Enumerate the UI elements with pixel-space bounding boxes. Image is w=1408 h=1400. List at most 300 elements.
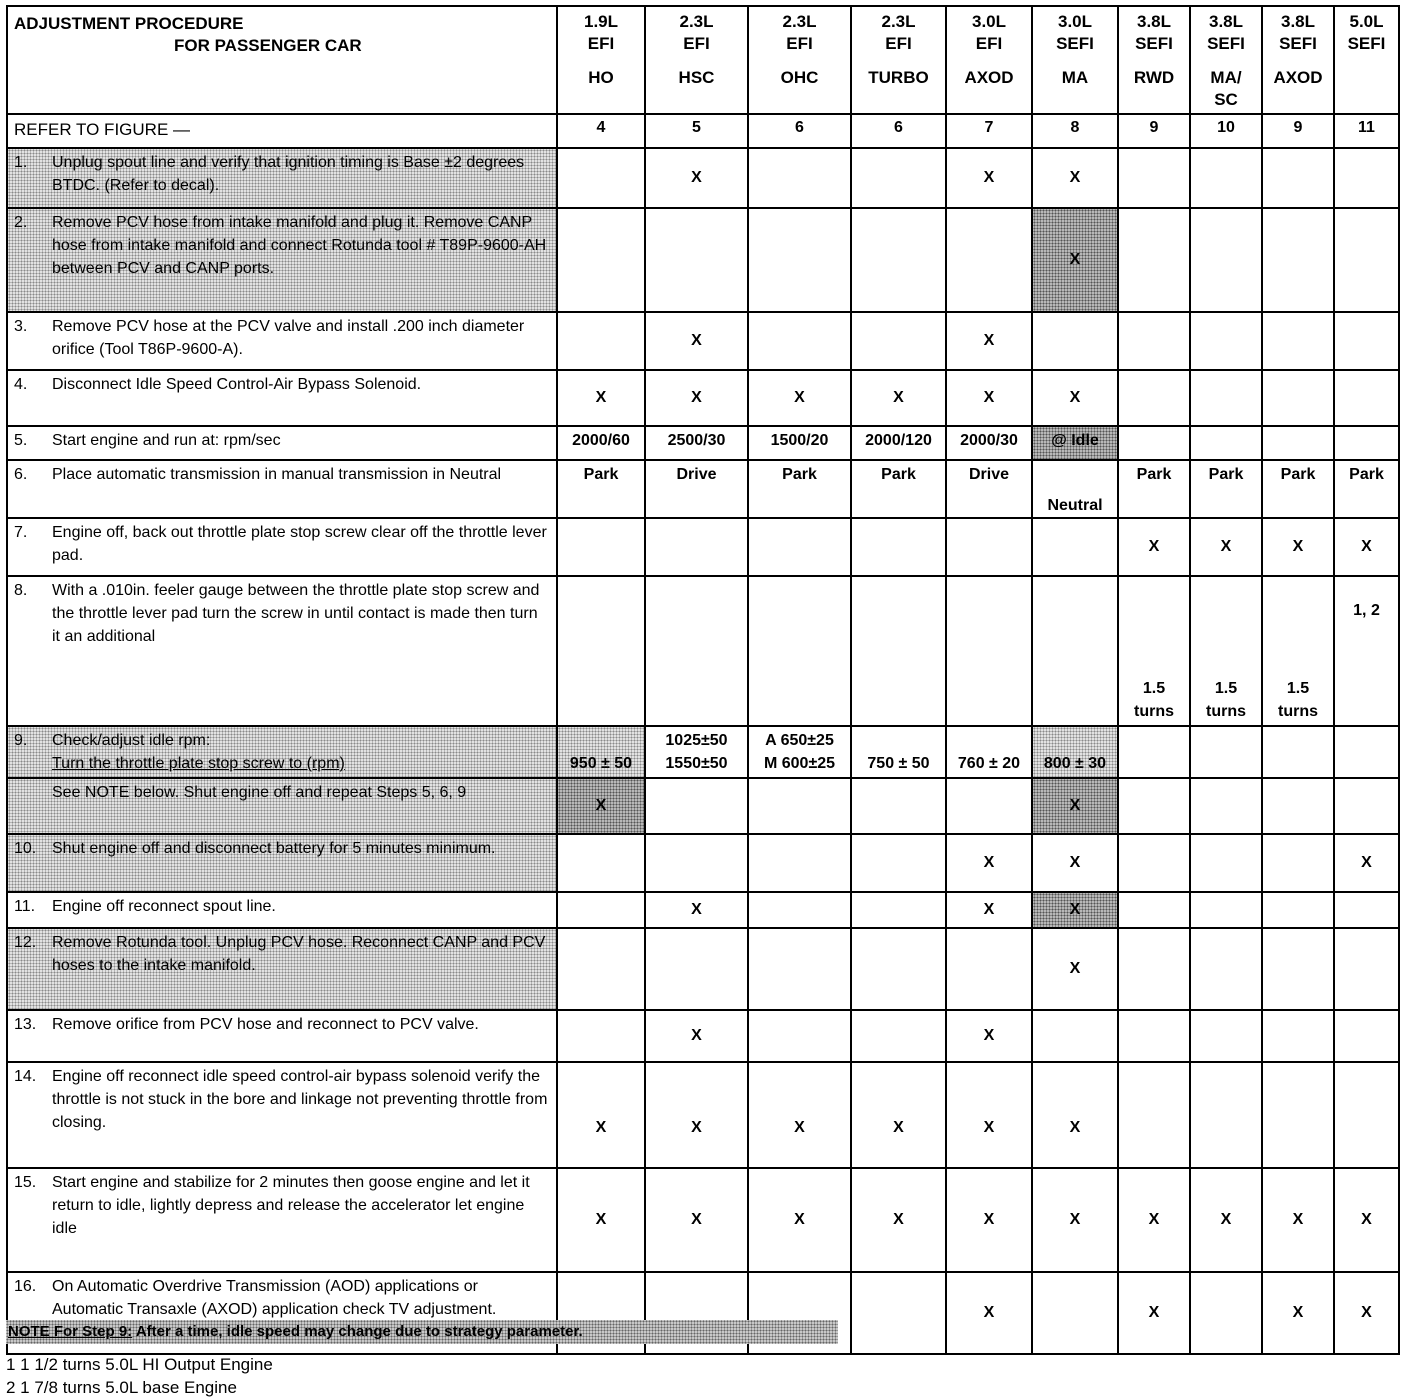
value-text: X bbox=[1220, 537, 1232, 555]
step-value bbox=[1118, 1010, 1190, 1062]
step-number: 2. bbox=[14, 214, 28, 231]
step-value bbox=[748, 928, 851, 1010]
step-value bbox=[1334, 928, 1399, 1010]
step-value bbox=[1190, 312, 1262, 370]
step-row bbox=[7, 1168, 1399, 1272]
step-value bbox=[1118, 834, 1190, 892]
step-row bbox=[7, 518, 1399, 576]
value-text: X bbox=[893, 388, 904, 406]
value-text: X bbox=[983, 388, 995, 406]
column-engine: 2.3L bbox=[679, 12, 714, 31]
step-value bbox=[1118, 576, 1190, 726]
step-value bbox=[1262, 576, 1334, 726]
step-value bbox=[1032, 1168, 1118, 1272]
step-description bbox=[7, 778, 557, 834]
column-injection: EFI bbox=[587, 34, 615, 53]
step-value bbox=[946, 460, 1032, 518]
step-value bbox=[1118, 1062, 1190, 1168]
step-value bbox=[1032, 148, 1118, 208]
step-value bbox=[557, 426, 645, 460]
column-header-6 bbox=[1032, 6, 1118, 114]
footnote-1: 1 1 1/2 turns 5.0L HI Output Engine bbox=[6, 1355, 273, 1374]
value-text: X bbox=[983, 1210, 995, 1228]
step-value bbox=[748, 426, 851, 460]
figure-number: 7 bbox=[946, 114, 1032, 148]
value-text: X bbox=[1292, 537, 1304, 555]
step-number: 1. bbox=[14, 154, 28, 171]
figure-number: 11 bbox=[1334, 114, 1399, 148]
value-text: X bbox=[983, 168, 995, 186]
step-value bbox=[946, 312, 1032, 370]
step-value bbox=[946, 778, 1032, 834]
value-text: X bbox=[983, 1026, 995, 1044]
step-value bbox=[851, 834, 946, 892]
figure-number: 4 bbox=[557, 114, 645, 148]
step-value bbox=[1032, 370, 1118, 426]
column-variant: HSC bbox=[678, 68, 715, 87]
column-injection: SEFI bbox=[1135, 34, 1173, 53]
step-value bbox=[1190, 1272, 1262, 1354]
column-variant: OHC bbox=[780, 68, 819, 87]
step-value bbox=[1032, 426, 1118, 460]
column-header-7 bbox=[1118, 6, 1190, 114]
value-text: 1025±50 bbox=[665, 732, 728, 749]
value-text: X bbox=[983, 331, 995, 349]
step-value bbox=[1190, 1168, 1262, 1272]
value-text: X bbox=[1069, 959, 1081, 977]
step-value bbox=[557, 1062, 645, 1168]
column-variant: RWD bbox=[1133, 68, 1175, 87]
step-value bbox=[1262, 426, 1334, 460]
step-value bbox=[748, 312, 851, 370]
step-value bbox=[557, 208, 645, 312]
step-value bbox=[851, 208, 946, 312]
value-text: X bbox=[893, 1210, 904, 1228]
step-value bbox=[1190, 928, 1262, 1010]
step-number: 15. bbox=[14, 1174, 37, 1191]
column-injection: EFI bbox=[786, 34, 813, 53]
value-text: X bbox=[1069, 388, 1081, 406]
figure-number: 10 bbox=[1190, 114, 1262, 148]
step-description bbox=[7, 426, 557, 460]
step-value bbox=[1262, 1010, 1334, 1062]
step-value bbox=[851, 1168, 946, 1272]
step-value bbox=[748, 1062, 851, 1168]
step-description bbox=[7, 370, 557, 426]
step-row bbox=[7, 312, 1399, 370]
step-value bbox=[1118, 208, 1190, 312]
step-description bbox=[7, 726, 557, 778]
step-description bbox=[7, 576, 557, 726]
value-text: X bbox=[983, 1119, 995, 1136]
title-cell bbox=[7, 6, 557, 114]
value-text: Drive bbox=[676, 466, 717, 483]
value-text: X bbox=[1069, 1119, 1081, 1136]
step-value bbox=[851, 892, 946, 928]
step-value bbox=[1190, 518, 1262, 576]
value-text: X bbox=[1361, 1210, 1372, 1228]
step-description bbox=[7, 1010, 557, 1062]
step-value bbox=[748, 370, 851, 426]
value-text: X bbox=[691, 1119, 702, 1136]
column-injection: SEFI bbox=[1347, 34, 1386, 53]
step-value bbox=[748, 726, 851, 778]
step-value bbox=[946, 1062, 1032, 1168]
step-value bbox=[851, 1062, 946, 1168]
step-text: Unplug spout line and verify that ignition timing is Base ±2 degrees BTDC. (Refer to decal). bbox=[52, 154, 525, 194]
value-text: Park bbox=[1349, 466, 1384, 483]
column-variant: HO bbox=[588, 68, 614, 87]
value-text: X bbox=[1069, 900, 1081, 918]
step-row bbox=[7, 208, 1399, 312]
step-value bbox=[645, 892, 748, 928]
value-text: X bbox=[1069, 1210, 1081, 1228]
step-description bbox=[7, 148, 557, 208]
column-injection: EFI bbox=[975, 34, 1003, 53]
step-value bbox=[1190, 370, 1262, 426]
value-text: Park bbox=[1136, 466, 1172, 483]
step-value bbox=[1262, 370, 1334, 426]
value-text: 1.5 turns bbox=[1206, 680, 1246, 720]
step-value bbox=[1262, 1272, 1334, 1354]
step-row bbox=[7, 778, 1399, 834]
value-text: X bbox=[691, 900, 702, 918]
step-text: See NOTE below. Shut engine off and repeat Steps 5, 6, 9 bbox=[52, 784, 467, 801]
value-text-2: M 600±25 bbox=[763, 755, 836, 772]
step-number: 6. bbox=[14, 466, 28, 483]
step-text: Engine off, back out throttle plate stop screw clear off the throttle lever pad. bbox=[52, 524, 547, 564]
step-value bbox=[645, 460, 748, 518]
step-row bbox=[7, 1010, 1399, 1062]
step-value bbox=[557, 576, 645, 726]
column-injection: SEFI bbox=[1056, 34, 1094, 53]
value-text: 1, 2 bbox=[1353, 602, 1380, 619]
value-text: X bbox=[1069, 853, 1081, 871]
step-value bbox=[748, 778, 851, 834]
step-value bbox=[1262, 518, 1334, 576]
figure-number: 6 bbox=[748, 114, 851, 148]
column-header-8 bbox=[1190, 6, 1262, 114]
step-text: Engine off reconnect spout line. bbox=[52, 898, 276, 915]
step-value bbox=[748, 892, 851, 928]
step-value bbox=[946, 1168, 1032, 1272]
step-value bbox=[946, 370, 1032, 426]
value-text: X bbox=[1361, 537, 1372, 555]
step-value bbox=[748, 518, 851, 576]
step-value bbox=[1190, 148, 1262, 208]
value-text: X bbox=[691, 168, 702, 186]
step-value bbox=[645, 778, 748, 834]
step-description bbox=[7, 1168, 557, 1272]
header-row bbox=[7, 6, 1399, 114]
value-text: X bbox=[691, 331, 702, 349]
step-value bbox=[1334, 1272, 1399, 1354]
step-text: With a .010in. feeler gauge between the throttle plate stop screw and the throttle lever pad turn the screw in until contact is made then turn it an additional bbox=[52, 582, 540, 645]
value-text: 1.5 turns bbox=[1278, 680, 1318, 720]
title-line-1: ADJUSTMENT PROCEDURE bbox=[14, 14, 244, 33]
value-text: X bbox=[595, 1210, 607, 1228]
step-value bbox=[1032, 1272, 1118, 1354]
value-text: X bbox=[1069, 250, 1081, 268]
step-value bbox=[557, 1010, 645, 1062]
adjustment-table-container bbox=[6, 5, 1400, 1355]
column-injection: SEFI bbox=[1279, 34, 1317, 53]
step-value bbox=[1190, 1062, 1262, 1168]
step-row bbox=[7, 892, 1399, 928]
step-value bbox=[1334, 1168, 1399, 1272]
step-value bbox=[1334, 834, 1399, 892]
value-text: Park bbox=[782, 466, 817, 483]
title-line-2: FOR PASSENGER CAR bbox=[174, 36, 362, 55]
column-injection: EFI bbox=[683, 34, 710, 53]
step-value bbox=[557, 460, 645, 518]
step-description bbox=[7, 518, 557, 576]
step-value bbox=[1190, 834, 1262, 892]
step-value bbox=[851, 576, 946, 726]
column-engine: 2.3L bbox=[881, 12, 916, 31]
step-value bbox=[946, 576, 1032, 726]
step-value bbox=[1118, 1272, 1190, 1354]
step-value bbox=[946, 892, 1032, 928]
value-text: 1.5 turns bbox=[1134, 680, 1174, 720]
step-number: 8. bbox=[14, 582, 28, 599]
step-value bbox=[1334, 460, 1399, 518]
step-value bbox=[1262, 148, 1334, 208]
step-value bbox=[1118, 778, 1190, 834]
step-value bbox=[557, 312, 645, 370]
step-value bbox=[1262, 1168, 1334, 1272]
step-row bbox=[7, 460, 1399, 518]
note-text: After a time, idle speed may change due to strategy parameter. bbox=[135, 1323, 583, 1340]
step-description bbox=[7, 1062, 557, 1168]
value-text: X bbox=[1148, 1303, 1160, 1321]
column-engine: 3.0L bbox=[971, 12, 1007, 31]
step-value bbox=[1118, 460, 1190, 518]
value-text: X bbox=[595, 388, 607, 406]
step-value bbox=[946, 1272, 1032, 1354]
step-value bbox=[557, 892, 645, 928]
value-text: X bbox=[983, 853, 995, 871]
column-header-3 bbox=[748, 6, 851, 114]
step-description bbox=[7, 892, 557, 928]
step-value bbox=[1118, 370, 1190, 426]
figure-number: 5 bbox=[645, 114, 748, 148]
step-value bbox=[851, 928, 946, 1010]
value-text: X bbox=[1361, 853, 1372, 871]
step-description bbox=[7, 834, 557, 892]
step-number: 12. bbox=[14, 934, 37, 951]
step-value bbox=[946, 208, 1032, 312]
value-text: @ Idle bbox=[1051, 432, 1099, 449]
column-header-5 bbox=[946, 6, 1032, 114]
step-value bbox=[557, 726, 645, 778]
step-row bbox=[7, 834, 1399, 892]
value-text: X bbox=[1069, 796, 1081, 814]
step-value bbox=[1190, 778, 1262, 834]
step-row bbox=[7, 1062, 1399, 1168]
footnote-2: 2 1 7/8 turns 5.0L base Engine bbox=[6, 1378, 237, 1397]
step-description bbox=[7, 208, 557, 312]
step-value bbox=[748, 576, 851, 726]
step-value bbox=[557, 928, 645, 1010]
step-value bbox=[645, 208, 748, 312]
step-value bbox=[645, 518, 748, 576]
step-value bbox=[1262, 460, 1334, 518]
step-text: Place automatic transmission in manual transmission in Neutral bbox=[52, 466, 502, 483]
step-text: Remove orifice from PCV hose and reconnect to PCV valve. bbox=[52, 1016, 479, 1033]
step-value bbox=[748, 834, 851, 892]
value-text: X bbox=[1292, 1210, 1304, 1228]
value-text: 2000/30 bbox=[960, 432, 1018, 449]
step-value bbox=[851, 370, 946, 426]
value-text: X bbox=[1069, 168, 1081, 186]
step-value bbox=[1118, 426, 1190, 460]
step-row bbox=[7, 370, 1399, 426]
step-value bbox=[645, 370, 748, 426]
column-variant: TURBO bbox=[868, 68, 929, 87]
step-value bbox=[645, 928, 748, 1010]
step-value bbox=[748, 1168, 851, 1272]
step-value bbox=[1190, 460, 1262, 518]
step-value bbox=[1032, 892, 1118, 928]
step-value bbox=[1262, 834, 1334, 892]
step-value bbox=[851, 426, 946, 460]
step-value bbox=[1334, 1062, 1399, 1168]
value-text: X bbox=[794, 1210, 805, 1228]
step-value bbox=[1334, 370, 1399, 426]
step-number: 9. bbox=[14, 732, 28, 749]
step-value bbox=[1032, 1010, 1118, 1062]
value-text: Neutral bbox=[1047, 497, 1103, 514]
step-value bbox=[1334, 148, 1399, 208]
step-value bbox=[1032, 834, 1118, 892]
step-value bbox=[946, 518, 1032, 576]
step-number: 7. bbox=[14, 524, 28, 541]
step-value bbox=[851, 460, 946, 518]
step-row bbox=[7, 426, 1399, 460]
step-text: Remove Rotunda tool. Unplug PCV hose. Reconnect CANP and PCV hoses to the intake manifold. bbox=[52, 934, 546, 974]
step-value bbox=[946, 834, 1032, 892]
step-value bbox=[1262, 778, 1334, 834]
step-value bbox=[1190, 1010, 1262, 1062]
step-value bbox=[557, 1168, 645, 1272]
step-value bbox=[557, 148, 645, 208]
step-value bbox=[1334, 518, 1399, 576]
step-value bbox=[851, 778, 946, 834]
value-text: X bbox=[983, 900, 995, 918]
step-value bbox=[1032, 1062, 1118, 1168]
value-text: X bbox=[1292, 1303, 1304, 1321]
step-value bbox=[1032, 778, 1118, 834]
column-variant: AXOD bbox=[964, 68, 1014, 87]
step-value bbox=[1334, 892, 1399, 928]
step-value bbox=[1190, 208, 1262, 312]
step-value bbox=[557, 518, 645, 576]
column-variant-2: SC bbox=[1214, 90, 1238, 109]
column-header-10 bbox=[1334, 6, 1399, 114]
column-engine: 5.0L bbox=[1349, 12, 1384, 31]
step-value bbox=[1334, 726, 1399, 778]
step-value bbox=[1190, 576, 1262, 726]
refer-row bbox=[7, 114, 1399, 148]
step-row bbox=[7, 726, 1399, 778]
step-value bbox=[1334, 208, 1399, 312]
column-header-4 bbox=[851, 6, 946, 114]
figure-number: 8 bbox=[1032, 114, 1118, 148]
value-text: X bbox=[893, 1119, 904, 1136]
step-value bbox=[1190, 426, 1262, 460]
step-description bbox=[7, 928, 557, 1010]
step-value bbox=[645, 834, 748, 892]
step-value bbox=[645, 1062, 748, 1168]
step-value bbox=[748, 148, 851, 208]
step-value bbox=[1262, 1062, 1334, 1168]
value-text: 800 ± 30 bbox=[1043, 755, 1107, 772]
step-text: Check/adjust idle rpm: bbox=[52, 732, 211, 749]
value-text: X bbox=[595, 796, 607, 814]
adjustment-procedure-table bbox=[6, 5, 1400, 1355]
value-text: Park bbox=[1280, 466, 1316, 483]
step-description bbox=[7, 460, 557, 518]
step-number: 13. bbox=[14, 1016, 37, 1033]
value-text: Park bbox=[1208, 466, 1244, 483]
step-value bbox=[1334, 426, 1399, 460]
step-value bbox=[1032, 208, 1118, 312]
step-row bbox=[7, 928, 1399, 1010]
column-engine: 3.8L bbox=[1208, 12, 1244, 31]
step-description bbox=[7, 312, 557, 370]
step-value bbox=[748, 208, 851, 312]
figure-number: 9 bbox=[1262, 114, 1334, 148]
step-text: On Automatic Overdrive Transmission (AOD) applications or Automatic Transaxle (AXOD) application check TV adjustment. bbox=[52, 1278, 497, 1318]
step-number: 4. bbox=[14, 376, 28, 393]
value-text: 2500/30 bbox=[667, 432, 726, 449]
value-text: 950 ± 50 bbox=[569, 755, 633, 772]
step-value bbox=[645, 426, 748, 460]
column-engine: 3.0L bbox=[1057, 12, 1093, 31]
step-value bbox=[1118, 892, 1190, 928]
step-value bbox=[946, 1010, 1032, 1062]
step-value bbox=[1262, 208, 1334, 312]
step-number: 10. bbox=[14, 840, 37, 857]
value-text: 1500/20 bbox=[770, 432, 829, 449]
step-value bbox=[1118, 148, 1190, 208]
column-engine: 3.8L bbox=[1280, 12, 1316, 31]
step-value bbox=[1118, 518, 1190, 576]
value-text: X bbox=[1361, 1303, 1372, 1321]
step-text: Disconnect Idle Speed Control-Air Bypass Solenoid. bbox=[52, 376, 422, 393]
column-header-9 bbox=[1262, 6, 1334, 114]
value-text: 2000/120 bbox=[865, 432, 932, 449]
refer-label: REFER TO FIGURE — bbox=[7, 114, 557, 148]
step-value bbox=[946, 148, 1032, 208]
figure-number: 6 bbox=[851, 114, 946, 148]
step-text: Start engine and run at: rpm/sec bbox=[52, 432, 281, 449]
step-value bbox=[851, 726, 946, 778]
step-value bbox=[851, 1272, 946, 1354]
step-number: 16. bbox=[14, 1278, 37, 1295]
step-value bbox=[1334, 1010, 1399, 1062]
step-value bbox=[1032, 726, 1118, 778]
step-value bbox=[1032, 576, 1118, 726]
step-number: 11. bbox=[14, 898, 36, 915]
step-value bbox=[1118, 928, 1190, 1010]
step-value bbox=[1032, 460, 1118, 518]
figure-number: 9 bbox=[1118, 114, 1190, 148]
step-value bbox=[748, 1010, 851, 1062]
value-text-2: 1550±50 bbox=[665, 755, 728, 772]
column-engine: 3.8L bbox=[1136, 12, 1172, 31]
